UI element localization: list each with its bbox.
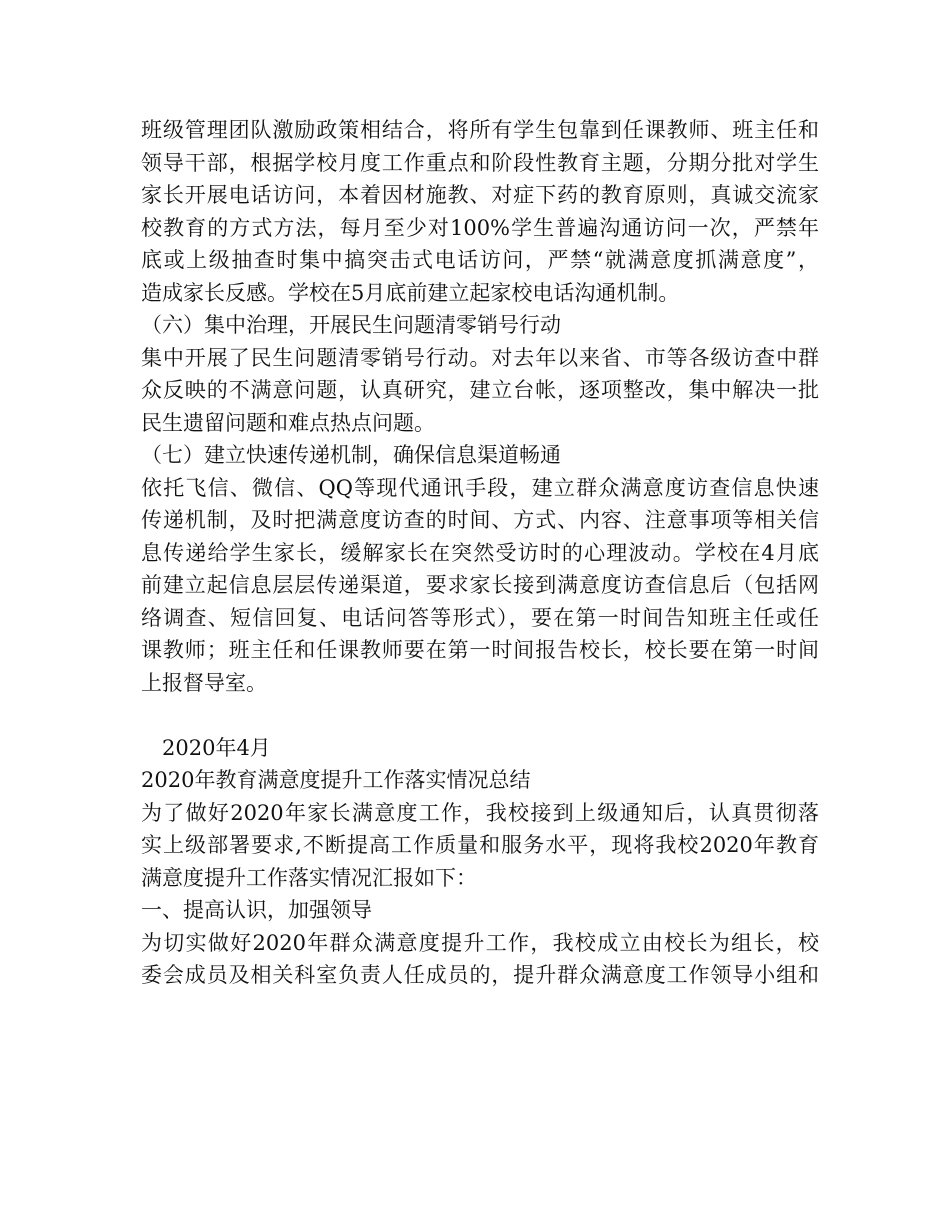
paragraph-line: 委会成员及相关科室负责人任成员的，提升群众满意度工作领导小组和 [141,963,819,987]
paragraph-line: 底或上级抽查时集中搞突击式电话访问，严禁“就满意度抓满意度”， [141,248,819,272]
paragraph-line: 为了做好2020年家长满意度工作，我校接到上级通知后，认真贯彻落 [141,800,819,825]
paragraph-line: 实上级部署要求,不断提高工作质量和服务水平，现将我校2020年教育 [141,833,819,857]
paragraph-line: 为切实做好2020年群众满意度提升工作，我校成立由校长为组长，校 [141,930,819,955]
paragraph-line: 众反映的不满意问题，认真研究，建立台帐，逐项整改，集中解决一批 [141,378,819,402]
paragraph-line: 领导干部，根据学校月度工作重点和阶段性教育主题，分期分批对学生 [141,150,819,175]
paragraph-line: 上报督导室。 [141,670,267,695]
paragraph-line: 造成家长反感。学校在5月底前建立起家校电话沟通机制。 [141,280,680,305]
section-heading: 一、提高认识，加强领导 [141,898,372,922]
paragraph-line: 息传递给学生家长，缓解家长在突然受访时的心理波动。学校在4月底 [141,540,819,565]
paragraph-line: 前建立起信息层层传递渠道，要求家长接到满意度访查信息后（包括网 [141,573,819,597]
paragraph-line: 集中开展了民生问题清零销号行动。对去年以来省、市等各级访查中群 [141,345,819,370]
section-heading: （七）建立快速传递机制，确保信息渠道畅通 [141,443,561,467]
date-line: 2020年4月 [162,735,271,760]
document-title: 2020年教育满意度提升工作落实情况总结 [141,768,531,792]
paragraph-line: 班级管理团队激励政策相结合，将所有学生包靠到任课教师、班主任和 [141,118,819,142]
document-body [141,114,819,992]
paragraph-line: 校教育的方式方法，每月至少对100%学生普遍沟通访问一次，严禁年 [141,215,819,240]
paragraph-line: 家长开展电话访问，本着因材施教、对症下药的教育原则，真诚交流家 [141,183,819,207]
paragraph-line: 络调查、短信回复、电话问答等形式），要在第一时间告知班主任或任 [141,605,819,630]
paragraph-line: 传递机制，及时把满意度访查的时间、方式、内容、注意事项等相关信 [141,508,819,532]
section-heading: （六）集中治理，开展民生问题清零销号行动 [141,313,561,337]
paragraph-line: 课教师；班主任和任课教师要在第一时间报告校长，校长要在第一时间 [141,638,819,662]
paragraph-line: 满意度提升工作落实情况汇报如下： [141,865,477,890]
blank-line [141,699,819,732]
paragraph-line: 依托飞信、微信、QQ等现代通讯手段，建立群众满意度访查信息快速 [141,475,819,500]
paragraph-line: 民生遗留问题和难点热点问题。 [141,410,435,435]
